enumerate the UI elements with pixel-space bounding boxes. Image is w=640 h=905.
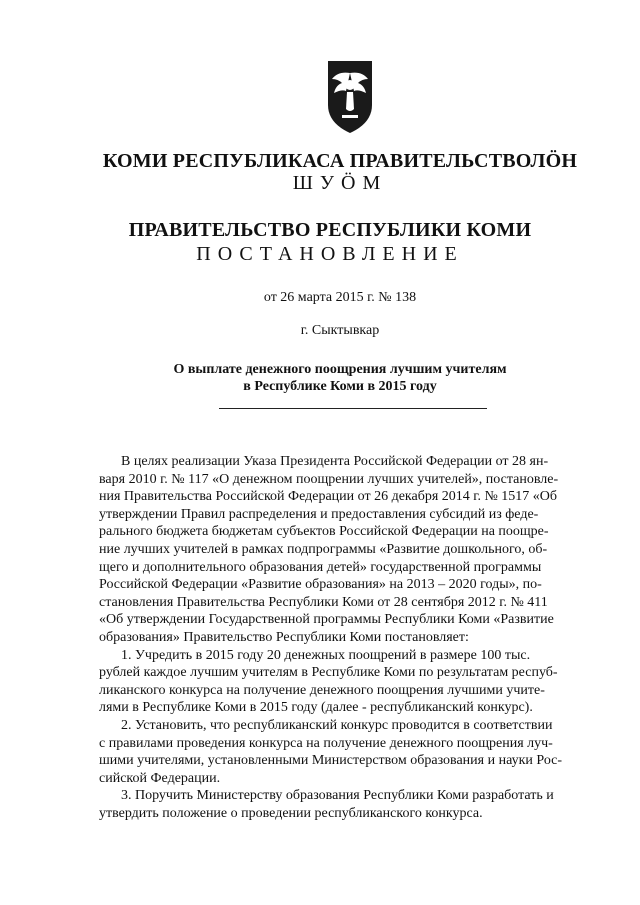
body-line: варя 2010 г. № 117 «О денежном поощрении лучших учителей», постановле- (99, 471, 559, 487)
body-line: рублей каждое лучшим учителям в Республике Коми по результатам респуб- (99, 665, 558, 681)
russian-decree-label: ПОСТАНОВЛЕНИЕ (196, 243, 464, 265)
body-line: утверждении Правил распределения и предоставления субсидий из феде- (99, 506, 539, 522)
body-line: «Об утверждении Государственной программы Республики Коми «Развитие (99, 612, 554, 628)
subject-underline-divider (219, 408, 487, 409)
body-line: ния Правительства Российской Федерации от 26 декабря 2014 г. № 1517 «Об (99, 489, 558, 505)
decree-subject-line-2: в Республике Коми в 2015 году (243, 379, 437, 394)
decree-subject-line-1: О выплате денежного поощрения лучшим учителям (173, 362, 507, 377)
body-line: сийской Федерации. (99, 770, 221, 786)
decree-city: г. Сыктывкар (300, 323, 380, 338)
body-line: Российской Федерации «Развитие образования» на 2013 – 2020 годы», по- (99, 577, 542, 593)
body-line: становления Правительства Республики Коми от 28 сентября 2012 г. № 411 (99, 594, 548, 610)
body-line: 2. Установить, что республиканский конкурс проводится в соответствии (121, 717, 553, 733)
body-line: ликанского конкурса на получение денежного поощрения лучшими учите- (99, 682, 545, 698)
body-line: шими учителями, установленными Министерством образования и науки Рос- (99, 753, 563, 769)
decree-subject (40, 361, 640, 395)
komi-coat-of-arms-icon (320, 57, 380, 137)
body-line: щего и дополнительного образования детей» государственной программы (99, 559, 542, 575)
body-line: ние лучших учителей в рамках подпрограммы «Развитие дошкольного, об- (99, 541, 548, 557)
komi-government-title: КОМИ РЕСПУБЛИКАСА ПРАВИТЕЛЬСТВОЛӦН (102, 150, 578, 172)
russian-government-title: ПРАВИТЕЛЬСТВО РЕСПУБЛИКИ КОМИ (128, 219, 532, 241)
body-line: с правилами проведения конкурса на получение денежного поощрения луч- (99, 735, 553, 751)
body-line: лями в Республике Коми в 2015 году (далее - республиканский конкурс). (99, 700, 533, 716)
body-line: утвердить положение о проведении республиканского конкурса. (99, 805, 483, 821)
komi-decree-label: ШУӦМ (292, 172, 388, 194)
decree-body (99, 453, 604, 822)
body-line: образования» Правительство Республики Коми постановляет: (99, 629, 469, 645)
body-line: 3. Поручить Министерству образования Республики Коми разработать и (121, 788, 554, 804)
decree-date-number: от 26 марта 2015 г. № 138 (263, 290, 417, 305)
body-line: 1. Учредить в 2015 году 20 денежных поощрений в размере 100 тыс. (121, 647, 531, 663)
body-line: В целях реализации Указа Президента Российской Федерации от 28 ян- (121, 454, 549, 469)
body-line: рального бюджета бюджетам субъектов Российской Федерации на поощре- (99, 524, 549, 540)
